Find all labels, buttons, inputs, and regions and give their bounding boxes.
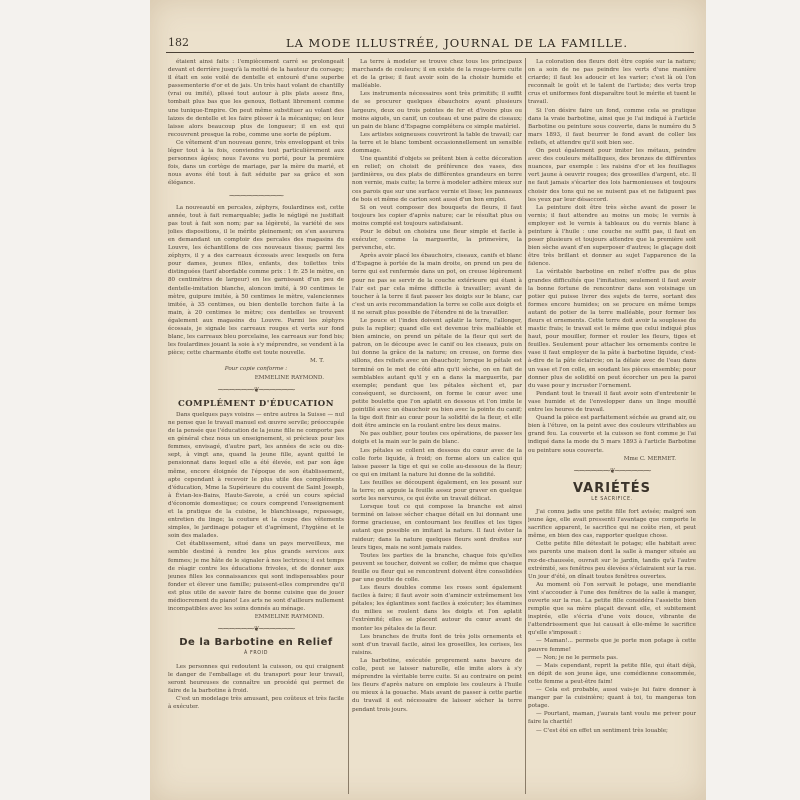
section-title: COMPLÉMENT D'ÉDUCATION [178, 398, 334, 409]
paragraph: — C'est été en effet un sentiment très louable; [536, 727, 668, 734]
ornament-divider: ⁓⁓⁓⁓⁓⁓❦⁓⁓⁓⁓⁓⁓ [217, 385, 295, 394]
signature-name: Mme C. MERMET. [623, 455, 676, 462]
paragraph: Les pétales se collent en dessous du cœur avec de la colle forte liquide, à froid; on forme alors un calice qui laisse passer la tige et qui se colle au-dessous de la fleur; ce qui en imitant la nature lui donne de la solidité. [352, 447, 522, 478]
paragraph: La nouveauté en percales, zéphyrs, foulardines est, cette année, tout à fait remarquable; jadis le négligé ne justifiait pas tout à fait son nom; par sa légèreté, la variété de ses jolies dispositions, il le mérite pleinement; on s'en assurera en demandant un comptoir des percales des magasins du Louvre, les échantillons de ces nouveaux tissus; parmi les zéphyrs, il y a des carreaux écossais avec lesquels on fera pour dames, jeunes filles, enfants, des toilettes très distinguées (tarif abordable comme prix : 1 fr. 25 le mètre, en 80 centimètres de largeur) en les garnissant d'un peu de dentelle-imitation blanche, aloncon imité, à 90 centimes le mètre, guipure imitée, à 50 centimes le mètre, valenciennes imitée, à 35 centimes, ou bien dentelle torchon faite à la main, à 20 centimes le mètre; ces dentelles se trouvent également aux magasins du Louvre. Parmi les zéphyrs écossais, je signale les carreaux rouges et verts sur fond blanc, les carreaux bleu porcelaine, les carreaux sur fond bis; les foulardines jouant la soie à s'y méprendre, se vendent à la pièce; cette charmante étoffe est toute nouvelle. [168, 204, 344, 357]
section-title: De la Barbotine en Relief [179, 637, 333, 649]
paragraph: Le pouce et l'index doivent aplatir la terre, l'allonger, puis la replier; quand elle est devenue très malléable et bien amincie, on prend un pétale de la fleur qui sert de patron, on le découpe avec le canif ou les ciseaux, puis on lui donne la grâce de la nature; on creuse, on forme des sillons, des reliefs avec un ébauchoir; lorsque le pétale est terminé on le met de côté afin qu'il sèche, on en fait de semblables autant qu'il y en a dans la marguerite, par exemple; pendant que les pétales sèchent et, par conséquent, se durcissent, on forme le cœur avec une petite boulette que l'on aplatit en dessous et l'on imite le pointillé avec un ébauchoir ou bien avec la pointe du canif; la tige doit finir au cœur pour la solidité de la fleur, et elle doit être amincie en la roulant entre les deux mains. [352, 318, 522, 430]
paragraph: J'ai connu jadis une petite fille fort avisée; malgré son jeune âge, elle avait pressenti l'avantage que comporte le sacrifice apparent, le sacrifice qui ne coûte rien, et peut même, en bien des cas, rapporter quelque chose. [528, 508, 696, 540]
paragraph: Ne pas oublier, pour toutes ces opérations, de passer les doigts et la main sur le pain de blanc. [352, 431, 522, 446]
paragraph: Ce vêtement d'un nouveau genre, très enveloppant et très léger tout à la fois, conviendra tout particulièrement aux personnes âgées; nous l'avons vu porté, pour la première fois, dans un cortège de mariage, par la mère du marié, et nous avons été tout à fait séduite par sa grâce et son élégance. [168, 139, 344, 187]
paragraph: — Cela est probable, aussi vais-je lui faire donner à manger par la cuisinière; quant à toi, tu mangeras ton potage. [528, 687, 696, 710]
paragraph: Les branches de fruits font de très jolis ornements et sont d'un travail facile, ainsi les groseilles, les cerises, les raisins. [352, 633, 522, 656]
paragraph: Pour le début on choisira une fleur simple et facile à exécuter, comme la marguerite, la primevère, la pervenche, etc. [352, 228, 522, 252]
paragraph: Cet établissement, situé dans un pays merveilleux, me semble destiné à rendre les plus grands services aux femmes; je me hâte de le signaler à nos lectrices; il est temps de réagir contre les éducations frivoles, et de donner aux jeunes filles les connaissances qui sont indispensables pour fonder et élever une famille; puissent-elles comprendre qu'il est plus utile de savoir faire de bonne cuisine que de jouer médiocrement du piano! Les arts ne sont d'ailleurs nullement incompatibles avec les soins donnés au ménage. [168, 541, 344, 613]
signature-name: EMMELINE RAYMOND. [254, 374, 324, 381]
paragraph: Dans quelques pays voisins — entre autres la Suisse — nul ne pense que le travail manuel est œuvre servile; préoccupée de la pensée que l'éducation de la jeune fille ne comporte pas en général chez nous un enseignement, si précieux pour les femmes, envisagé, d'autre part, les années de scie ou dix-sept, à vingt ans, quand la jeune fille, ayant quitté le pensionnat dans lequel elle a été élevée, est par son âge même, encore éloignée de l'époque de son établissement, apte cependant à recevoir le plus utile des compléments d'éducation, Mme la Supérieure du couvent de Saint Joseph, à Évian-les-Bains, Haute-Savoie, a créé un cours spécial d'économie domestique; ce cours comprend l'enseignement et la pratique de la cuisine, le blanchissage, repassage, entretien du linge; la couture et la coupe des vêtements simples, le jardinage potager et d'agrément, l'hygiène et le soin des malades. [168, 411, 344, 540]
paragraph: Les artistes soigneuses couvriront la table de travail; car la terre et le blanc tombent occasionnellement un sensible dommage. [352, 131, 522, 155]
column-left [168, 58, 344, 794]
paragraph: Quand la pièce est parfaitement séchée au grand air, ou bien à l'étuve, on la peint avec des couleurs vitrifiables au grand feu. La couverte et la cuisson se font comme je l'ai indiqué dans la mode du 5 mars 1893 à l'article Barbotine ou peinture sous couverte. [528, 415, 696, 454]
section-subtitle: LE SACRIFICE. [591, 496, 633, 502]
column-divider [525, 58, 526, 794]
paragraph: C'est un modelage très amusant, peu coûteux et très facile à exécuter. [168, 695, 344, 711]
column-divider [348, 58, 349, 794]
paragraph: — Mais cependant, reprit la petite fille, qui était déjà, en dépit de son jeune âge, une comédienne consommée, cette femme a peut-être faim! [528, 662, 696, 685]
paragraph: Une quantité d'objets se prêtent bien à cette décoration en relief; on choisit de préférence des vases, des jardinières, ou des plats de différentes grandeurs en terre non vernie, mais cuite; la terre à modeler adhère mieux sur ces parois que sur une surface vernie et lisse; les panneaux de bois et même de carton sont aussi d'un bon emploi. [352, 156, 522, 203]
paragraph: Les feuilles se découpent également, en les posant sur la terre; on appuie la feuille assez pour graver en quelque sorte les nervures, ce qui évite un travail délicat. [352, 479, 522, 503]
paragraph: Toutes les parties de la branche, chaque fois qu'elles peuvent se toucher, doivent se coller, de même que chaque feuille ou fleur qui se rencontrent doivent être consolidées par une goutte de colle. [352, 552, 522, 583]
paragraph: Si l'on désire faire un fond, comme cela se pratique dans la vraie barbotine, ainsi que je l'ai indiqué à l'article Barbotine ou peinture sous couverte, dans le numéro du 5 mars 1893, il faut beurrer le fond avant de coller les reliefs, et attendre qu'il soit bien sec. [528, 107, 696, 146]
paragraph: — Maman!... permets que je porte mon potage à cette pauvre femme! [528, 638, 696, 653]
paragraph: La terre à modeler se trouve chez tous les principaux marchands de couleurs; il en existe de la rouge-terre cuite et de la grise; il faut avoir soin de la choisir humide et malléable. [352, 59, 522, 90]
ornament-divider: ⁓⁓⁓⁓⁓⁓⁓⁓⁓ [229, 191, 283, 200]
section-subtitle: À FROID [244, 651, 268, 657]
paragraph: — Non; je ne le permets pas. [536, 654, 618, 661]
paragraph: Cette petite fille détestait le potage; elle habitait avec ses parents une maison dont la salle à manger située au rez-de-chaussée, ouvrait sur le jardin, tandis qu'à l'autre extrémité, ses fenêtres peu élevées s'éclairaient sur la rue. Un jour d'été, on dînait toutes fenêtres ouvertes. [528, 541, 696, 580]
ornament-divider: ⁓⁓⁓⁓⁓⁓❦⁓⁓⁓⁓⁓⁓ [573, 466, 651, 475]
paragraph: Après avoir placé les ébauchoirs, ciseaux, canifs et blanc d'Espagne à portée de la main droite, on prend un peu de terre qui est renfermée dans un pot, on creuse légèrement pour ne pas se servir de la couche extérieure qui étant à l'air est par cela même difficile à travailler; avant de toucher à la terre il faut passer les doigts sur le blanc, car c'est un avis recommandation la terre se colle aux doigts et il ne serait plus possible de l'étendre ni de la travailler. [352, 253, 522, 316]
journal-title: LA MODE ILLUSTRÉE, JOURNAL DE LA FAMILLE. [285, 36, 629, 50]
signature-initials: M. T. [310, 358, 324, 365]
paragraph: étaient ainsi faits : l'empiècement carré se prolongeait devant et derrière jusqu'à la moitié de la hauteur du corsage; il était en soie voilé de dentelle et entouré d'une superbe passementerie d'or et de jais. Un très haut volant de chantilly (vrai ou imité), plissé tout autour à plis plats assez fins, tombait plus bas que les genoux, flottant librement comme une tunique-Empire. On peut même substituer au volant des laizes de dentelle et les faire plisser à la mécanique; on leur laisse alors beaucoup plus de longueur; il en est qui recouvrent presque la robe, comme une sorte de péplum. [168, 59, 344, 138]
paragraph: La véritable barbotine en relief n'offre pas de plus grandes difficultés que l'imitation; seulement il faut avoir la bonne fortune de rencontrer dans son voisinage un potier qui puisse livrer des sujets de terre, sortant des formes encore humides; on se procure en même temps autant de potier de la terre malléable, pour former les fleurs et ornements. Cette terre doit avoir la souplesse du mastic frais; le travail est le même que celui indiqué plus haut, pour mouiller, former et rouler les fleurs, tiges et feuilles. Seulement pour attacher les ornements contre le vase il faut employer de la pâte à barbotine liquide, c'est-à-dire de la pâte éclaircie; on la délaie avec de l'eau dans un vase et l'on colle, en soudant les pièces ensemble; pour donner plus de solidité on peut écorcher un peu la paroi du vase pour y incruster l'ornement. [528, 269, 696, 389]
ornament-divider: ⁓⁓⁓⁓⁓⁓❦⁓⁓⁓⁓⁓⁓ [217, 625, 295, 634]
header-rule [166, 52, 694, 53]
paragraph: Si on veut composer des bouquets de fleurs, il faut toujours les copier d'après nature; car le résultat plus ou moins compté est toujours satisfaisant. [352, 204, 522, 227]
paragraph: Les personnes qui redoutent la cuisson, ou qui craignent le danger de l'emballage et du transport pour leur travail, seront heureuses de connaître un procédé qui permet de faire de la barbotine à froid. [168, 663, 344, 694]
paragraph: La peinture doit être très sèche avant de poser le vernis; il faut attendre au moins un mois; le vernis à employer est le vernis à tableaux ou du vernis blanc à peinture à l'huile : une couche ne suffit pas, il faut en poser plusieurs et toujours attendre que la première soit bien sèche avant d'en superposer d'autres; le glaçage doit être très brillant et donner au sujet l'apparence de la faïence. [528, 204, 696, 268]
paragraph: — Pourtant, maman, j'aurais tant voulu me priver pour faire la charité! [528, 711, 696, 726]
signature-note: Pour copie conforme : [224, 366, 288, 373]
paragraph: La coloration des fleurs doit être copiée sur la nature; on a soin de ne pas peindre les verts d'une manière criarde; il faut les adoucir et les varier; c'est là où l'on reconnaît le goût et le talent de l'artiste; des verts trop crus et uniformes font disparaître tout le mérite et tuent le travail. [528, 59, 696, 106]
paragraph: On peut également pour imiter les métaux, peindre avec des couleurs métalliques, des bronzes de différentes nuances, par exemple : les raisins d'or et les feuillages vert jaune à oeuvrir rouges; des groseilles d'argent, etc. Il ne faut jamais s'écarter des lois harmonieuses et toujours choisir des tons qui ne se nuisent pas et ne fatiguent pas les yeux par leur désaccord. [528, 148, 696, 203]
paragraph: Pendant tout le travail il faut avoir soin d'entretenir le vase humide et de l'envelopper dans un linge mouillé entre les heures de travail. [528, 390, 696, 414]
signature-name: EMMELINE RAYMOND. [254, 614, 324, 621]
paragraph: Lorsque tout ce qui compose la branche est ainsi terminé on laisse sécher chaque détail en lui donnant une forme gracieuse, en contournant les feuilles et les tiges autant que possible en imitant la nature. Il faut éviter la raideur; dans la nature quelques fleurs sont droites sur leurs tiges, mais ne sont jamais raides. [352, 504, 522, 551]
paragraph: La barbotine, exécutée proprement sans bavure de colle, peut se laisser naturelle, elle imite alors à s'y méprendre la véritable terre cuite. Si au contraire on peint les fleurs d'après nature on emploie les couleurs à l'huile ou mieux à la gouache. Mais avant de passer à cette partie du travail il est nécessaire de laisser sécher la terre pendant trois jours. [352, 657, 522, 713]
column-right [528, 58, 696, 794]
paragraph: Les fleurs doubles comme les roses sont également faciles à faire; il faut avoir soin d'amincir extrêmement les pétales; les églantines sont faciles à exécuter; les étamines du milieu se roulent dans les doigts et l'on aplatit l'extrémité; elles se placent autour du cœur avant de monter les pétales de la fleur. [352, 585, 522, 632]
section-title: VARIÉTÉS [572, 480, 652, 496]
paragraph: Les instruments nécessaires sont très primitifs; il suffit de se procurer quelques ébauchoirs ayant plusieurs largeurs, deux ou trois pointes de fer et d'ivoire plus ou moins aiguës, un canif, un couteau et une paire de ciseaux; un pain de blanc d'Espagne complétera ce simple matériel. [352, 91, 522, 130]
column-middle [352, 58, 522, 794]
page-number: 182 [168, 36, 189, 49]
paragraph: Au moment où l'on servait le potage, une mendiante vint s'accouder à l'une des fenêtres de la salle à manger, ouverte sur la rue. La petite fille considéra l'assiette bien remplie que sa mère plaçait devant elle, et subitement inspirée, elle s'écria d'une voix douce, vibrante de l'attendrissement que lui causait à elle-même le sacrifice qu'elle s'imposait : [528, 581, 696, 637]
